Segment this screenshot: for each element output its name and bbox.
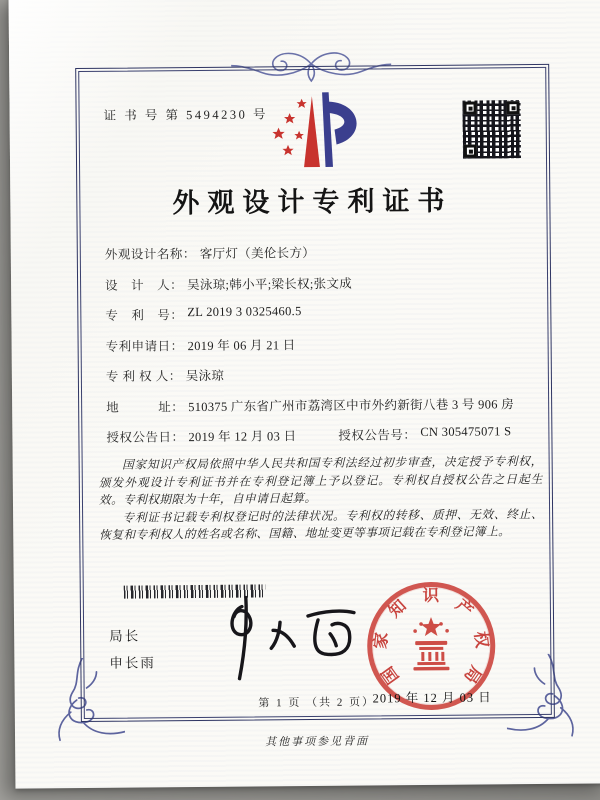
field-label: 专利申请日： xyxy=(105,338,184,354)
field-value: 客厅灯（美伦长方） xyxy=(199,245,316,261)
field-value: ZL 2019 3 0325460.5 xyxy=(187,304,302,320)
seal-date: 2019 年 12 月 03 日 xyxy=(372,690,492,706)
field-patentee xyxy=(106,363,550,397)
director-name: 申长雨 xyxy=(109,655,156,671)
field-label: 专 利 号： xyxy=(105,308,184,323)
field-value: 吴泳琼 xyxy=(185,368,225,384)
qr-finder-pattern xyxy=(464,145,477,158)
seal-arc-char: 国 xyxy=(377,663,403,688)
director-block xyxy=(109,622,156,676)
cnipa-logo-icon xyxy=(261,79,374,174)
certificate-number: 证 书 号 第 5494230 号 xyxy=(103,107,269,123)
seal-arc-char: 识 xyxy=(422,585,440,606)
field-label: 专 利 权 人： xyxy=(105,369,182,384)
seal-arc-char: 权 xyxy=(470,630,492,650)
field-label: 地 址： xyxy=(106,399,185,415)
field-patent-number xyxy=(105,302,549,336)
legal-paragraph-1: 国家知识产权局依照中华人民共和国专利法经过初步审查，决定授予专利权，颁发外观设计专利证书并在专利登记簿上予以登记。专利权自授权公告之日起生效。专利权期限为十年，自申请日起算。 xyxy=(98,454,543,508)
director-title: 局长 xyxy=(109,628,141,644)
certificate-fields xyxy=(105,241,551,458)
field-label: 外观设计名称： xyxy=(104,246,196,262)
grant-number-label: 授权公告号： xyxy=(338,428,417,443)
seal-national-emblem-icon xyxy=(406,615,457,673)
legal-paragraph-2: 专利证书记载专利权登记时的法律状况。专利权的转移、质押、无效、终止、恢复和专利权人的姓名或名称、国籍、地址变更等事项记载在专利登记簿上。 xyxy=(99,507,544,543)
handwritten-signature xyxy=(206,590,365,683)
grant-date-value: 2019 年 12 月 03 日 xyxy=(188,429,297,445)
certificate-title: 外观设计专利证书 xyxy=(172,185,453,219)
qr-finder-pattern xyxy=(463,102,476,115)
grant-date-label: 授权公告日： xyxy=(106,430,185,445)
seal-arc-char: 家 xyxy=(370,631,392,650)
qr-finder-pattern xyxy=(506,101,519,114)
field-value: 吴泳琼;韩小平;梁长权;张文成 xyxy=(187,276,353,292)
field-label: 设 计 人： xyxy=(105,277,184,293)
field-address xyxy=(106,393,550,427)
field-value: 510375 广东省广州市荔湾区中市外约新街八巷 3 号 906 房 xyxy=(188,396,515,414)
certificate-paper xyxy=(9,0,600,789)
qr-code-icon xyxy=(462,100,521,159)
legal-text xyxy=(99,453,544,545)
back-side-note: 其他事项参见背面 xyxy=(265,735,370,749)
page-number: 第 1 页 （共 2 页） xyxy=(258,696,376,710)
seal-arc-char: 局 xyxy=(460,662,486,687)
field-application-date xyxy=(106,332,550,366)
grant-number-value: CN 305475071 S xyxy=(420,424,512,440)
field-value: 2019 年 06 月 21 日 xyxy=(187,337,296,353)
field-designers xyxy=(105,271,549,305)
field-design-name xyxy=(105,241,549,275)
seal-arc-char: 产 xyxy=(452,595,477,621)
seal-arc-char: 知 xyxy=(384,595,410,622)
